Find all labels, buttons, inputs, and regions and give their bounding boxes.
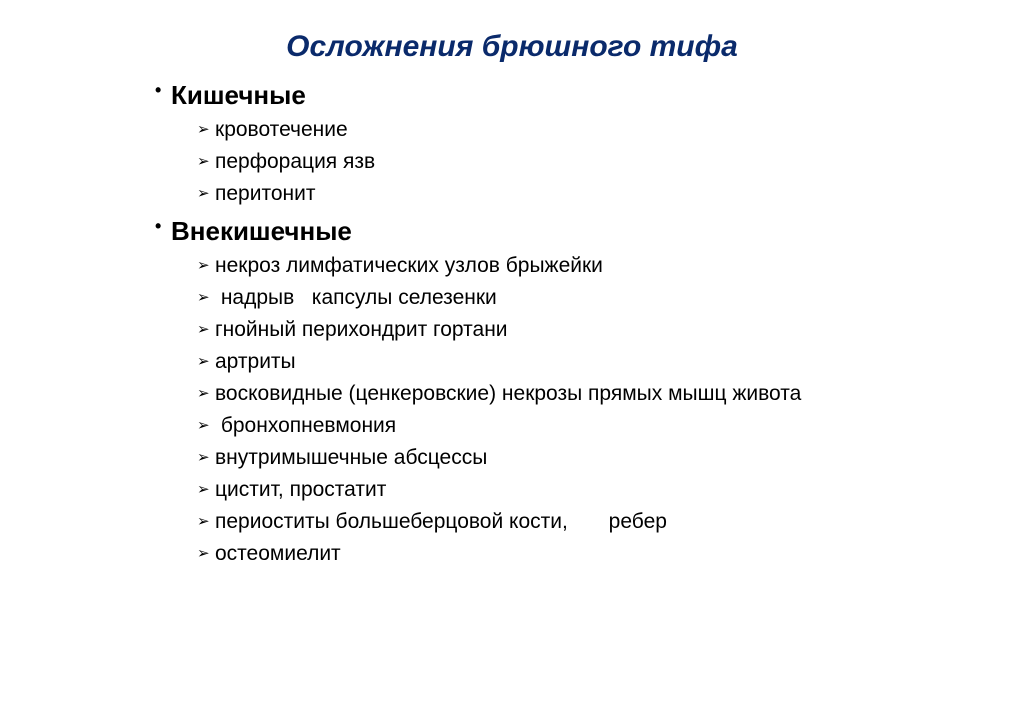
list-item-text: гнойный перихондрит гортани [215, 318, 508, 341]
list-item [197, 146, 1015, 178]
section-heading-label: Внекишечные [171, 216, 352, 246]
list-item [197, 250, 1015, 282]
arrow-bullet-icon: ➢ [197, 481, 210, 498]
arrow-bullet-icon: ➢ [197, 449, 210, 466]
arrow-bullet-icon: ➢ [197, 385, 210, 402]
list-item [197, 474, 1015, 506]
list-item-text: восковидные (ценкеровские) некрозы прямых мышц живота [215, 382, 802, 405]
section-item-list [197, 250, 1015, 570]
list-item [197, 538, 1015, 570]
arrow-bullet-icon: ➢ [197, 121, 210, 138]
section-heading [155, 78, 1015, 112]
list-item-text: перфорация язв [215, 150, 376, 173]
arrow-bullet-icon: ➢ [197, 321, 210, 338]
list-item-text: остеомиелит [215, 542, 341, 565]
list-item [197, 442, 1015, 474]
list-item [197, 282, 1015, 314]
list-item [197, 506, 1015, 538]
arrow-bullet-icon: ➢ [197, 353, 210, 370]
slide-title: Осложнения брюшного тифа [286, 30, 738, 63]
list-item-text: цистит, простатит [215, 478, 387, 501]
list-item-text: периоститы большеберцовой кости, ребер [215, 510, 667, 533]
list-item [197, 378, 1015, 410]
arrow-bullet-icon: ➢ [197, 185, 210, 202]
section-item-list [197, 114, 1015, 210]
list-item-text: кровотечение [215, 118, 348, 141]
list-item-text: внутримышечные абсцессы [215, 446, 488, 469]
section-heading-label: Кишечные [171, 80, 306, 110]
arrow-bullet-icon: ➢ [197, 513, 210, 530]
slide-content [155, 78, 1015, 574]
section-heading [155, 214, 1015, 248]
list-item [197, 346, 1015, 378]
arrow-bullet-icon: ➢ [197, 153, 210, 170]
bullet-icon: • [155, 216, 162, 236]
list-item [197, 178, 1015, 210]
list-item-text: некроз лимфатических узлов брыжейки [215, 254, 603, 277]
section-intestinal [155, 78, 1015, 210]
section-extraintestinal [155, 214, 1015, 570]
list-item-text: бронхопневмония [215, 414, 397, 437]
list-item-text: перитонит [215, 182, 316, 205]
list-item [197, 410, 1015, 442]
arrow-bullet-icon: ➢ [197, 257, 210, 274]
arrow-bullet-icon: ➢ [197, 545, 210, 562]
bullet-icon: • [155, 80, 162, 100]
arrow-bullet-icon: ➢ [197, 289, 210, 306]
arrow-bullet-icon: ➢ [197, 417, 210, 434]
list-item-text: артриты [215, 350, 296, 373]
list-item [197, 314, 1015, 346]
list-item-text: надрыв капсулы селезенки [215, 286, 497, 309]
list-item [197, 114, 1015, 146]
